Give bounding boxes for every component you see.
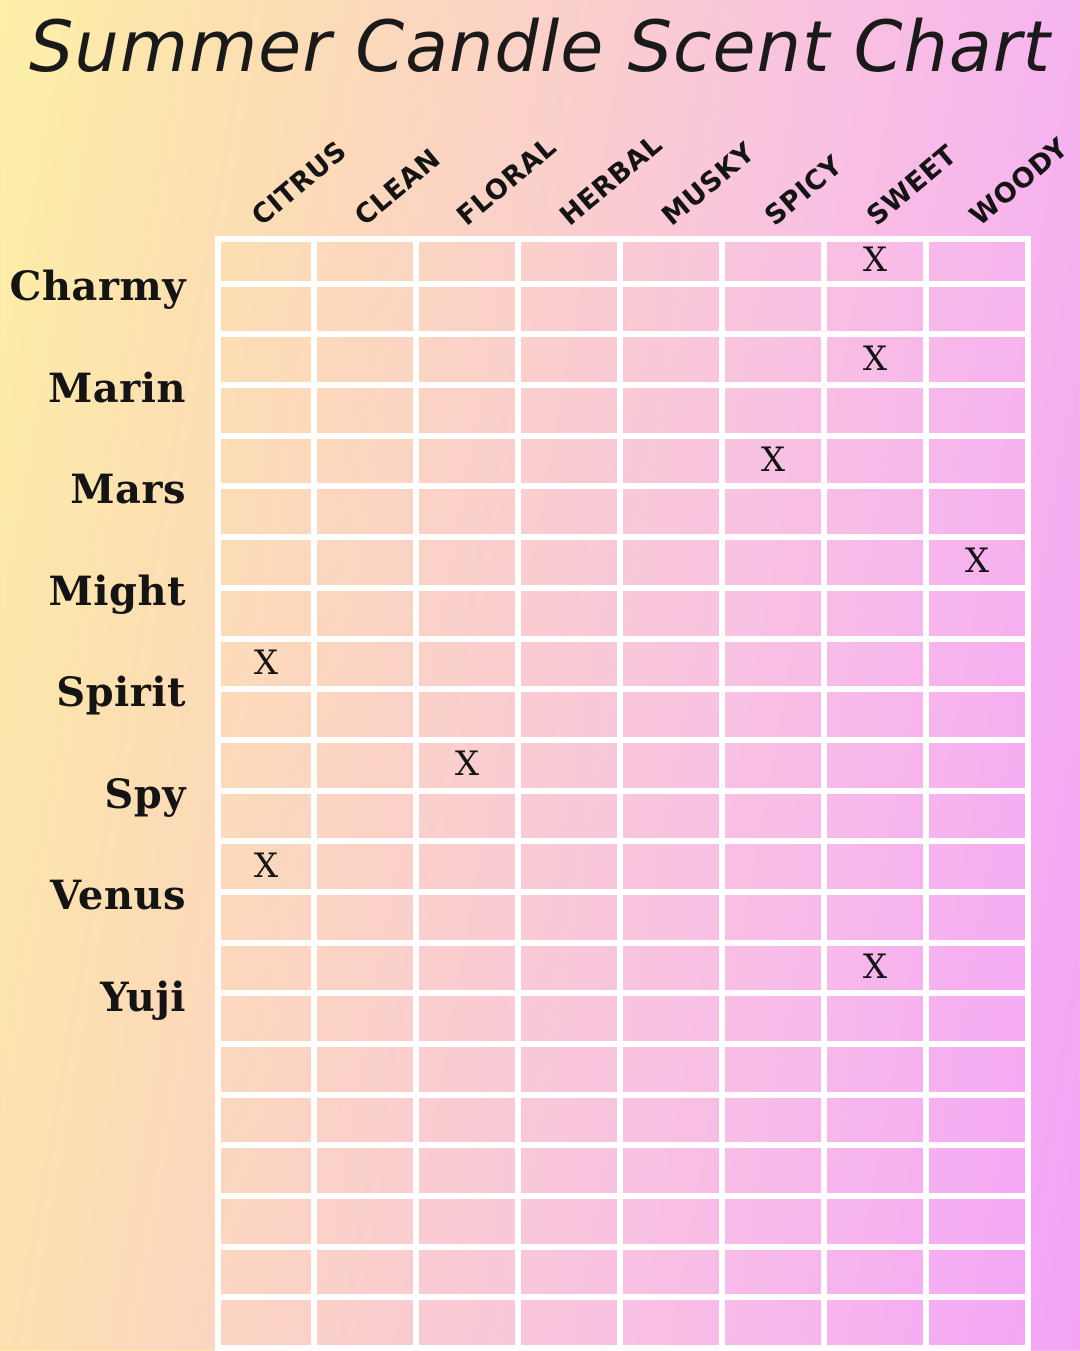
grid-cell[interactable]	[827, 642, 929, 693]
grid-cell[interactable]	[317, 692, 419, 743]
grid-cell[interactable]	[623, 540, 725, 591]
grid-cell[interactable]	[521, 1300, 623, 1351]
cell-mark: X	[253, 845, 279, 886]
grid-cell[interactable]	[623, 1148, 725, 1199]
grid-cell[interactable]	[215, 1250, 317, 1301]
column-header-label: WOODY	[963, 132, 1075, 232]
grid-cell[interactable]	[929, 388, 1031, 439]
grid-cell[interactable]	[827, 591, 929, 642]
grid-cell[interactable]	[317, 337, 419, 388]
grid-cell[interactable]	[623, 794, 725, 845]
grid-cell[interactable]	[725, 1148, 827, 1199]
grid-cell[interactable]	[623, 642, 725, 693]
grid-cell[interactable]	[419, 287, 521, 338]
grid-cell[interactable]	[317, 388, 419, 439]
row-label-column	[0, 236, 212, 1048]
grid-cell[interactable]	[623, 489, 725, 540]
grid-cell[interactable]	[419, 236, 521, 287]
table-row	[215, 287, 1035, 338]
grid-cell[interactable]	[623, 946, 725, 997]
grid-cell[interactable]	[521, 388, 623, 439]
row-label-might: Might	[48, 567, 186, 615]
grid-cell[interactable]	[929, 287, 1031, 338]
grid-cell[interactable]	[725, 337, 827, 388]
grid-cell[interactable]	[725, 287, 827, 338]
table-row	[215, 1047, 1035, 1098]
grid-cell[interactable]	[929, 794, 1031, 845]
row-label-mars: Mars	[70, 466, 186, 514]
grid-cell[interactable]	[419, 489, 521, 540]
cell-mark: X	[253, 642, 279, 683]
grid-cell[interactable]	[419, 743, 521, 794]
grid-cell[interactable]	[725, 489, 827, 540]
grid-cell[interactable]	[215, 794, 317, 845]
grid-cell[interactable]	[317, 1098, 419, 1149]
grid-cell[interactable]	[725, 895, 827, 946]
table-row	[215, 1148, 1035, 1199]
grid-cell[interactable]	[725, 996, 827, 1047]
column-header-label: SPICY	[758, 149, 849, 232]
grid-cell[interactable]	[521, 642, 623, 693]
column-header-herbal	[523, 108, 669, 236]
table-row	[215, 1199, 1035, 1250]
grid-cell[interactable]	[215, 996, 317, 1047]
grid-cell[interactable]	[929, 844, 1031, 895]
grid-cell[interactable]	[521, 1250, 623, 1301]
cell-mark: X	[760, 440, 786, 481]
grid-cell[interactable]	[521, 439, 623, 490]
grid-cell[interactable]	[419, 996, 521, 1047]
grid-cell[interactable]	[929, 1199, 1031, 1250]
table-row	[215, 844, 1035, 895]
table-row	[215, 996, 1035, 1047]
grid-cell[interactable]	[215, 236, 317, 287]
grid-cell[interactable]	[929, 236, 1031, 287]
grid-cell[interactable]	[725, 1199, 827, 1250]
cell-mark: X	[862, 338, 888, 379]
grid-cell[interactable]	[215, 1148, 317, 1199]
grid-cell[interactable]	[623, 692, 725, 743]
grid-cell[interactable]	[419, 337, 521, 388]
table-row	[215, 439, 1035, 490]
grid-cell[interactable]	[827, 743, 929, 794]
grid-cell[interactable]	[725, 1250, 827, 1301]
grid-cell[interactable]	[929, 439, 1031, 490]
grid-cell[interactable]	[215, 895, 317, 946]
grid-cell[interactable]	[215, 540, 317, 591]
table-row	[215, 692, 1035, 743]
grid-cell[interactable]	[215, 1199, 317, 1250]
grid-cell[interactable]	[929, 1250, 1031, 1301]
grid-cell[interactable]	[215, 642, 317, 693]
grid-cell[interactable]	[419, 794, 521, 845]
grid-cell[interactable]	[623, 996, 725, 1047]
grid-cell[interactable]	[419, 1148, 521, 1199]
grid-cell[interactable]	[827, 844, 929, 895]
column-header-clean	[318, 108, 447, 236]
grid-cell[interactable]	[317, 1300, 419, 1351]
row-label-marin: Marin	[47, 364, 186, 412]
grid-cell[interactable]	[317, 743, 419, 794]
grid-cell[interactable]	[929, 1148, 1031, 1199]
table-row	[215, 743, 1035, 794]
grid-cell[interactable]	[929, 1047, 1031, 1098]
grid-cell[interactable]	[623, 439, 725, 490]
table-row	[215, 1300, 1035, 1351]
row-label-charmy: Charmy	[9, 263, 186, 311]
grid-cell[interactable]	[827, 337, 929, 388]
table-row	[215, 946, 1035, 997]
grid-cell[interactable]	[725, 540, 827, 591]
grid-cell[interactable]	[419, 1047, 521, 1098]
grid-cell[interactable]	[521, 236, 623, 287]
grid-cell[interactable]	[317, 844, 419, 895]
grid-cell[interactable]	[521, 996, 623, 1047]
grid-cell[interactable]	[929, 1098, 1031, 1149]
grid-cell[interactable]	[827, 1098, 929, 1149]
grid-cell[interactable]	[623, 1300, 725, 1351]
grid-cell[interactable]	[623, 1047, 725, 1098]
grid-cell[interactable]	[419, 439, 521, 490]
grid-cell[interactable]	[827, 439, 929, 490]
grid-cell[interactable]	[929, 743, 1031, 794]
grid-cell[interactable]	[215, 1300, 317, 1351]
grid-cell[interactable]	[317, 287, 419, 338]
grid-cell[interactable]	[521, 1098, 623, 1149]
grid-cell[interactable]	[725, 642, 827, 693]
grid-cell[interactable]	[215, 844, 317, 895]
grid-cell[interactable]	[419, 1300, 521, 1351]
grid-cell[interactable]	[317, 489, 419, 540]
grid-cell[interactable]	[419, 388, 521, 439]
column-header-musky	[625, 108, 762, 236]
grid-cell[interactable]	[827, 1148, 929, 1199]
grid-cell[interactable]	[317, 236, 419, 287]
column-header-label: SWEET	[861, 139, 964, 232]
table-row	[215, 895, 1035, 946]
grid-cell[interactable]	[419, 692, 521, 743]
grid-cell[interactable]	[827, 540, 929, 591]
grid-cell[interactable]	[215, 591, 317, 642]
column-header-label: FLORAL	[451, 131, 563, 232]
grid-cell[interactable]	[521, 844, 623, 895]
grid-cell[interactable]	[827, 946, 929, 997]
grid-cell[interactable]	[521, 1148, 623, 1199]
grid-cell[interactable]	[521, 743, 623, 794]
grid-cell[interactable]	[929, 996, 1031, 1047]
grid-cell[interactable]	[215, 946, 317, 997]
grid-cell[interactable]	[725, 844, 827, 895]
grid-cell[interactable]	[317, 1250, 419, 1301]
grid-cell[interactable]	[623, 337, 725, 388]
grid-cell[interactable]	[725, 946, 827, 997]
grid-cell[interactable]	[419, 642, 521, 693]
grid-cell[interactable]	[419, 946, 521, 997]
grid-cell[interactable]	[929, 1300, 1031, 1351]
table-row	[215, 642, 1035, 693]
grid-cell[interactable]	[725, 1098, 827, 1149]
table-row	[215, 540, 1035, 591]
grid-cell[interactable]	[317, 642, 419, 693]
grid-cell[interactable]	[521, 895, 623, 946]
grid-cell[interactable]	[215, 287, 317, 338]
grid-cell[interactable]	[827, 236, 929, 287]
cell-mark: X	[862, 946, 888, 987]
grid-cell[interactable]	[215, 439, 317, 490]
grid-cell[interactable]	[623, 591, 725, 642]
grid-cell[interactable]	[929, 946, 1031, 997]
row-label-spy: Spy	[104, 770, 186, 818]
grid-cell[interactable]	[521, 946, 623, 997]
grid-cell[interactable]	[521, 337, 623, 388]
grid-cell[interactable]	[419, 1199, 521, 1250]
grid-cell[interactable]	[623, 1098, 725, 1149]
grid-cell[interactable]	[827, 388, 929, 439]
grid-cell[interactable]	[317, 895, 419, 946]
grid-cell[interactable]	[317, 439, 419, 490]
table-row	[215, 1250, 1035, 1301]
column-header-spicy	[728, 108, 849, 236]
grid-cell[interactable]	[623, 844, 725, 895]
table-row	[215, 1098, 1035, 1149]
grid-cell[interactable]	[419, 1250, 521, 1301]
grid-cell[interactable]	[929, 895, 1031, 946]
grid-cell[interactable]	[317, 946, 419, 997]
grid-cell[interactable]	[317, 591, 419, 642]
grid-cell[interactable]	[521, 489, 623, 540]
grid-cell[interactable]	[827, 1199, 929, 1250]
page-title: Summer Candle Scent Chart	[28, 6, 1052, 88]
grid-cell[interactable]	[317, 1047, 419, 1098]
row-label-venus: Venus	[50, 872, 186, 920]
grid-cell[interactable]	[827, 287, 929, 338]
column-header-label: HERBAL	[553, 128, 669, 232]
table-row	[215, 591, 1035, 642]
grid-cell[interactable]	[317, 1199, 419, 1250]
grid-cell[interactable]	[929, 489, 1031, 540]
grid-cell[interactable]	[623, 1250, 725, 1301]
grid-cell[interactable]	[827, 1047, 929, 1098]
grid-cell[interactable]	[725, 1300, 827, 1351]
row-label-yuji: Yuji	[100, 973, 186, 1021]
grid-cell[interactable]	[725, 692, 827, 743]
grid-cell[interactable]	[827, 692, 929, 743]
scent-grid	[215, 236, 1035, 1348]
grid-cell[interactable]	[623, 1199, 725, 1250]
grid-cell[interactable]	[725, 794, 827, 845]
grid-cell[interactable]	[521, 1199, 623, 1250]
grid-cell[interactable]	[419, 895, 521, 946]
grid-cell[interactable]	[419, 540, 521, 591]
grid-cell[interactable]	[827, 996, 929, 1047]
table-row	[215, 236, 1035, 287]
column-header-sweet	[830, 108, 964, 236]
grid-cell[interactable]	[623, 388, 725, 439]
grid-cell[interactable]	[521, 1047, 623, 1098]
grid-cell[interactable]	[215, 1047, 317, 1098]
grid-cell[interactable]	[929, 337, 1031, 388]
grid-cell[interactable]	[827, 1300, 929, 1351]
grid-cell[interactable]	[215, 337, 317, 388]
grid-cell[interactable]	[317, 1148, 419, 1199]
column-header-row	[215, 108, 1075, 236]
cell-mark: X	[454, 744, 480, 785]
grid-cell[interactable]	[521, 692, 623, 743]
grid-cell[interactable]	[827, 1250, 929, 1301]
table-row	[215, 388, 1035, 439]
cell-mark: X	[862, 240, 888, 281]
grid-cell[interactable]	[521, 794, 623, 845]
grid-cell[interactable]	[419, 1098, 521, 1149]
grid-cell[interactable]	[827, 895, 929, 946]
table-row	[215, 489, 1035, 540]
table-row	[215, 337, 1035, 388]
grid-cell[interactable]	[725, 439, 827, 490]
grid-cell[interactable]	[623, 236, 725, 287]
column-header-label: CLEAN	[348, 143, 447, 232]
grid-cell[interactable]	[725, 743, 827, 794]
grid-cell[interactable]	[725, 236, 827, 287]
grid-cell[interactable]	[929, 540, 1031, 591]
grid-cell[interactable]	[215, 692, 317, 743]
grid-cell[interactable]	[419, 591, 521, 642]
grid-cell[interactable]	[929, 591, 1031, 642]
grid-cell[interactable]	[215, 489, 317, 540]
grid-cell[interactable]	[317, 794, 419, 845]
grid-cell[interactable]	[419, 844, 521, 895]
column-header-label: CITRUS	[246, 135, 353, 232]
grid-cell[interactable]	[623, 287, 725, 338]
grid-cell[interactable]	[725, 1047, 827, 1098]
grid-cell[interactable]	[521, 287, 623, 338]
grid-cell[interactable]	[827, 489, 929, 540]
grid-cell[interactable]	[623, 895, 725, 946]
grid-cell[interactable]	[215, 743, 317, 794]
grid-cell[interactable]	[521, 540, 623, 591]
column-header-woody	[933, 108, 1075, 236]
grid-cell[interactable]	[215, 388, 317, 439]
table-row	[215, 794, 1035, 845]
grid-cell[interactable]	[215, 1098, 317, 1149]
cell-mark: X	[964, 541, 990, 582]
grid-cell[interactable]	[317, 996, 419, 1047]
column-header-citrus	[215, 108, 353, 236]
grid-cell[interactable]	[929, 642, 1031, 693]
column-header-floral	[420, 108, 563, 236]
row-label-spirit: Spirit	[56, 669, 186, 717]
column-header-label: MUSKY	[656, 136, 762, 232]
grid-cell[interactable]	[317, 540, 419, 591]
grid-cell[interactable]	[521, 591, 623, 642]
grid-cell[interactable]	[929, 692, 1031, 743]
grid-cell[interactable]	[827, 794, 929, 845]
grid-cell[interactable]	[725, 388, 827, 439]
grid-cell[interactable]	[725, 591, 827, 642]
grid-cell[interactable]	[623, 743, 725, 794]
